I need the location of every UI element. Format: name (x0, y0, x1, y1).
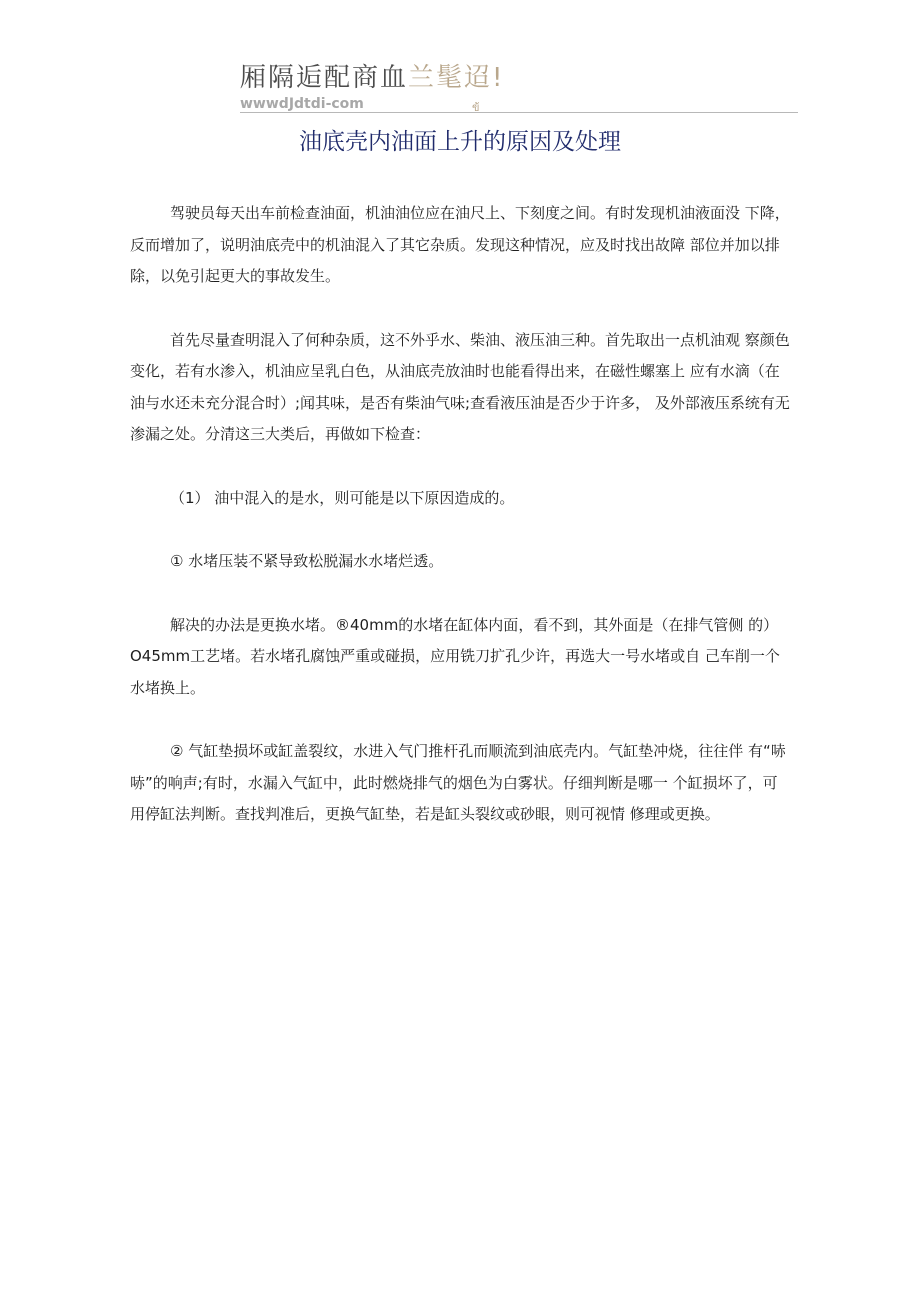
logo-dark-part: 厢隔逅配商血 (240, 63, 409, 93)
document-header (240, 62, 800, 112)
logo-light-part: 兰髦迢! (408, 63, 505, 93)
header-logo-text (240, 62, 800, 94)
paragraph-cause-2: ② 气缸垫损坏或缸盖裂纹，水进入气门推杆孔而顺流到油底壳内。气缸垫冲烧，往往伴 有“哧哧”的响声;有时，水漏入气缸中，此时燃烧排气的烟色为白雾状。仔细判断是哪一 个缸损坏了，可用停缸法判断。查找判准后，更换气缸垫，若是缸头裂纹或砂眼，则可视情 修理或更换。 (130, 742, 786, 823)
header-mark: ข้ (472, 101, 480, 114)
paragraph-case-1: （1） 油中混入的是水，则可能是以下原因造成的。 (170, 488, 515, 507)
paragraph-intro: 驾驶员每天出车前检查油面，机油油位应在油尺上、下刻度之间。有时发现机油液面没 下降，反而增加了，说明油底壳中的机油混入了其它杂质。发现这种情况，应及时找出故障 部位并加以排除，以免引起更大的事故发生。 (130, 204, 790, 285)
header-url: wwwdJdtdi-com (240, 96, 364, 112)
paragraph-solution-1: 解决的办法是更换水堵。®40mm的水堵在缸体内面，看不到，其外面是（在排气管侧 的）O45mm工艺堵。若水堵孔腐蚀严重或碰损，应用铣刀扩孔少许，再选大一号水堵或自 己车削一个水堵换上。 (130, 615, 780, 697)
document-title: 油底壳内油面上升的原因及处理 (299, 129, 621, 155)
paragraph-identify: 首先尽量查明混入了何种杂质，这不外乎水、柴油、液压油三种。首先取出一点机油观 察颜色变化，若有水渗入，机油应呈乳白色，从油底壳放油时也能看得出来，在磁性螺塞上 应有水滴（在油与水还未充分混合时）;闻其味，是否有柴油气味;查看液压油是否少于许多， 及外部液压系统有无渗漏之处。分清这三大类后，再做如下检查： (130, 330, 790, 443)
document-body (130, 198, 790, 831)
paragraph-cause-1: ① 水堵压装不紧导致松脱漏水水堵烂透。 (170, 552, 444, 570)
header-rule (240, 112, 798, 113)
